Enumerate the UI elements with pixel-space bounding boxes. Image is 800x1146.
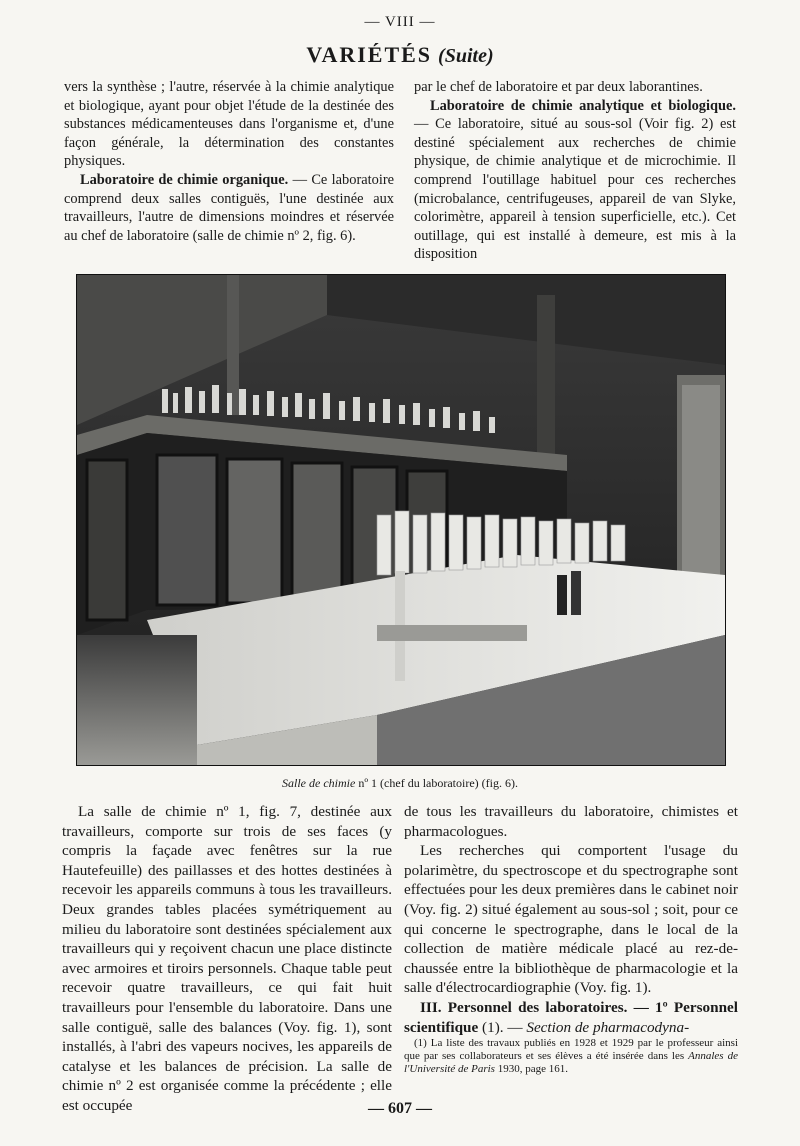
footnote [404,1037,738,1076]
paragraph: par le chef de laboratoire et par deux laborantines. [414,79,703,95]
column-right-top [414,78,736,264]
column-right-bottom [404,802,738,1076]
section-subtitle: (Suite) [438,45,494,67]
paragraph-text: — Ce laboratoire, situé au sous-sol (Voir fig. 2) est destiné spécialement aux recherches de chimie physique, de chimie analytique et de microchimie. Il comprend l'outillage habituel pour ces recherches (microbalance, centrifugeuses, appareil de van Slyke, colorimètre, appareil à tension superficielle, etc.). Cet outillage, qui est installé à demeure, est mis à la disposition [414,116,736,263]
paragraph-recherches: Les recherches qui comportent l'usage du polarimètre, du spectroscope et du spectrographe sont effectuées pour les deux premières dans le cabinet noir (Voy. fig. 2) situé également au sous-sol ; soit, pour ce qui concerne le spectrographe, dans le local de la collection de matière médicale placé au rez-de-chaussée entre la bibliothèque de pharmacologie et la salle d'électrocardiographie (Voy. fig. 1). [404,842,738,997]
paragraph: de tous les travailleurs du laboratoire, chimistes et pharmacologues. [404,803,738,840]
paragraph-salle-chimie: La salle de chimie nº 1, fig. 7, destinée aux travailleurs, comporte sur trois de ses faces (y compris la façade avec fenêtres sur la rue Hautefeuille) des paillasses et des hottes destinées à recevoir les appareils communs à tous les travailleurs. Deux grandes tables placées symétriquement au milieu du laboratoire sont destinées spécialement aux travailleurs qui y reçoivent chacun une place distincte avec armoires et tiroirs personnels. Chaque table peut recevoir quatre travailleurs, ce qui fait huit travailleurs pour l'ensemble du laboratoire. Dans une salle contiguë, salle des balances (Voy. fig. 1), sont installés, à l'abri des vapeurs nocives, les appareils de catalyse et les balances de précision. La salle de chimie nº 2 est organisée comme la précédente ; elle est occupée [62,803,392,1114]
footnote-text: (1) La liste des travaux publiés en 1928 et 1929 par le professeur ainsi que par ses collaborateurs et ses élèves a été insérée dans les [404,1037,738,1063]
paragraph-labo-organique [64,171,394,245]
paragraph-text: (1). — [478,1018,527,1036]
heading-personnel: III. Personnel des laboratoires. — 1º Personnel scientifique [404,998,738,1036]
heading-labo-analytique: Laboratoire de chimie analytique et biologique. [430,97,736,114]
paragraph-labo-analytique [414,97,736,264]
caption-text: nº 1 (chef du laboratoire) (fig. 6). [355,776,518,790]
running-title [0,42,800,68]
caption-italic: Salle de chimie [282,776,356,790]
column-left-bottom [62,802,392,1116]
heading-labo-organique: Laboratoire de chimie organique. [80,171,289,188]
paragraph-text: — Ce laboratoire comprend deux salles contiguës, l'une destinée aux travailleurs, l'autre de dimensions moindres et réservée au chef de laboratoire (salle de chimie nº 2, fig. 6). [64,171,394,244]
page-roman-number: — VIII — [364,14,436,30]
footnote-italic: Annales de l'Université de Paris [404,1050,738,1076]
column-left-top [64,78,394,245]
paragraph-italic: Section de pharmacodyna- [526,1018,690,1036]
footnote-text-end: 1930, page 161. [494,1063,568,1076]
lab-photograph [76,274,726,766]
section-title: VARIÉTÉS [306,42,433,67]
page-number: — 607 — [368,1100,432,1117]
paragraph-personnel [404,998,738,1037]
paragraph: vers la synthèse ; l'autre, réservée à la chimie analytique et biologique, ayant pour objet l'étude de la destinée des substances médicamenteuses dans l'organisme et, d'une façon générale, la détermination des constantes physiques. [64,79,394,170]
lab-photograph-illustration [77,275,725,765]
figure-caption [0,776,800,791]
